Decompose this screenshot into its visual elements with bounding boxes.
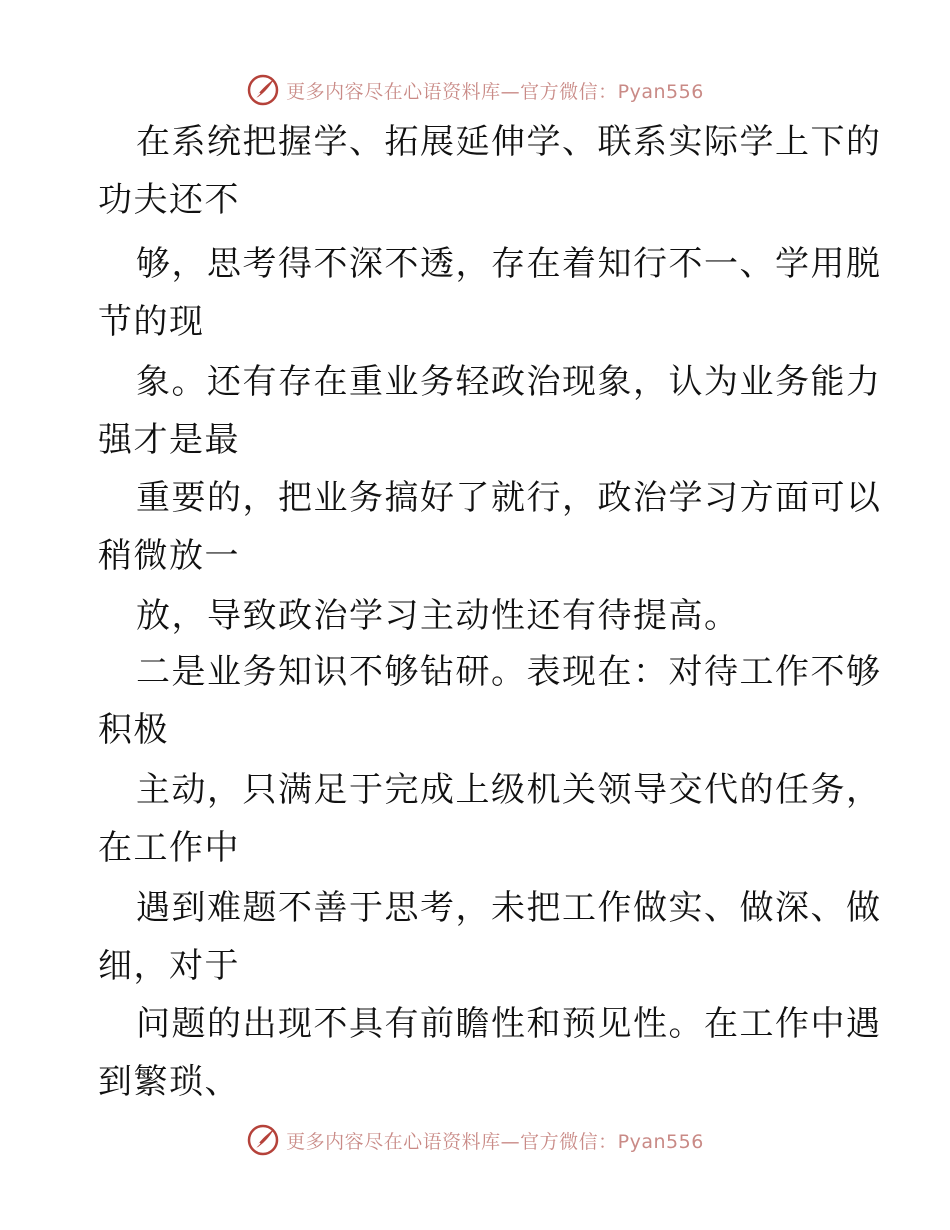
body-line: 够，思考得不深不透，存在着知行不一、学用脱 — [136, 244, 882, 284]
body-line: 到繁琐、 — [98, 1062, 240, 1102]
body-line: 问题的出现不具有前瞻性和预见性。在工作中遇 — [136, 1004, 882, 1044]
body-line: 遇到难题不善于思考，未把工作做实、做深、做 — [136, 888, 882, 928]
body-line: 主动，只满足于完成上级机关领导交代的任务， — [136, 770, 882, 810]
feather-pen-seal-icon — [246, 73, 280, 107]
body-line: 象。还有存在重业务轻政治现象，认为业务能力 — [136, 362, 882, 402]
body-line: 二是业务知识不够钻研。表现在：对待工作不够 — [136, 652, 882, 692]
body-line: 功夫还不 — [98, 180, 240, 220]
body-line: 细，对于 — [98, 946, 240, 986]
body-line: 节的现 — [98, 302, 205, 342]
footer-banner — [0, 1120, 950, 1160]
body-line: 积极 — [98, 710, 169, 750]
body-line: 在系统把握学、拓展延伸学、联系实际学上下的 — [136, 122, 882, 162]
body-line: 在工作中 — [98, 828, 240, 868]
footer-banner-text: 更多内容尽在心语资料库—官方微信：Pyan556 — [286, 1130, 704, 1153]
body-line: 放，导致政治学习主动性还有待提高。 — [136, 596, 740, 636]
body-line: 强才是最 — [98, 420, 240, 460]
feather-pen-seal-icon — [246, 1123, 280, 1157]
body-line: 重要的，把业务搞好了就行，政治学习方面可以 — [136, 478, 882, 518]
header-banner — [0, 70, 950, 110]
body-line: 稍微放一 — [98, 536, 240, 576]
header-banner-text: 更多内容尽在心语资料库—官方微信：Pyan556 — [286, 80, 704, 103]
